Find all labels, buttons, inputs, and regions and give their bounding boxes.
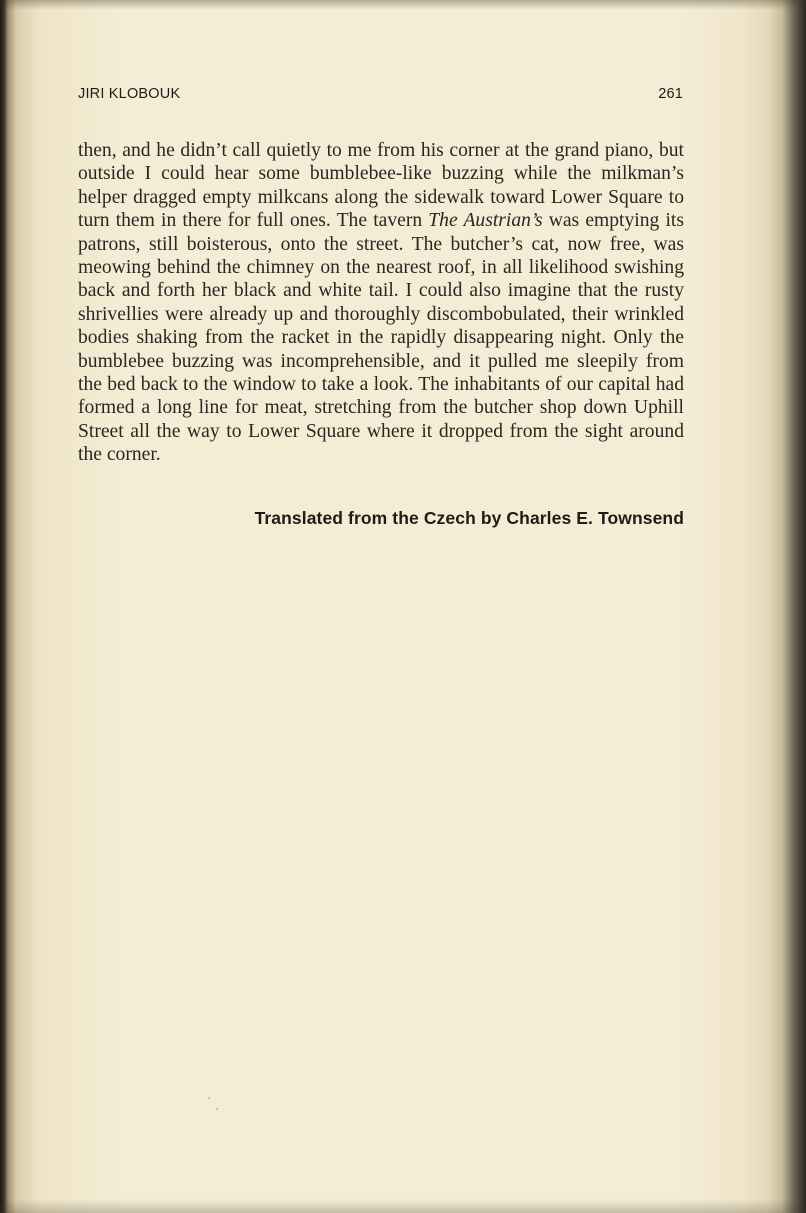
running-head-author: JIRI KLOBOUK xyxy=(78,86,181,102)
body-text xyxy=(78,139,684,467)
paragraph-text-part-1: then, and he didn’t call quietly to me from his corner at the grand piano, but outside I could hear some bumblebee-like buzzing while the milkman’s helper dragged empty milkcans along the sidewalk toward Lower Square to turn them in there for full ones. The tavern xyxy=(78,140,684,232)
translator-credit: Translated from the Czech by Charles E. Townsend xyxy=(254,508,684,528)
paragraph-text-part-2: was emptying its patrons, still boisterous, onto the street. The butcher’s cat, now free, was meowing behind the chimney on the nearest roof, in all likelihood swishing back and forth her black and white tail. I could also imagine that the rusty shrivellies were already up and thoroughly discombobulated, their wrinkled bodies shaking from the racket in the rapidly disappearing night. Only the bumblebee buzzing was incomprehensible, and it pulled me sleepily from the bed back to the window to take a look. The inhabitants of our capital had formed a long line for meat, stretching from the butcher shop down Uphill Street all the way to Lower Square where it dropped from the sight around the corner. xyxy=(78,210,684,466)
paper-speck xyxy=(208,1097,210,1099)
paper-speck xyxy=(216,1108,218,1110)
paragraph xyxy=(78,139,684,467)
page-number: 261 xyxy=(658,86,683,102)
tavern-name: The Austrian’s xyxy=(428,210,543,232)
